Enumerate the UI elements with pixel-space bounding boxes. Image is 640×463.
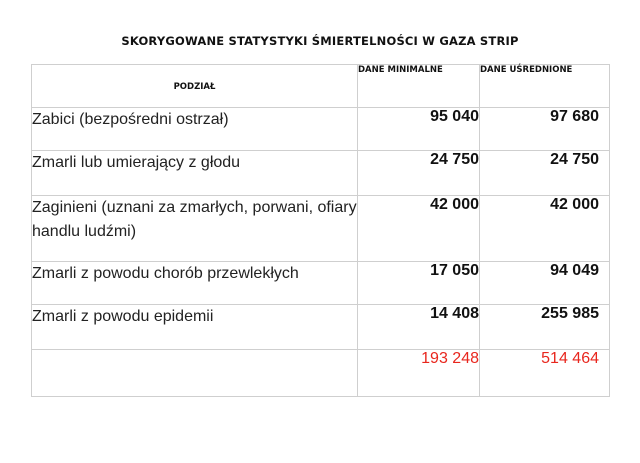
row-avg-value: 24 750 [480,151,610,196]
row-label: Zmarli lub umierający z głodu [32,151,358,196]
row-avg-value: 42 000 [480,196,610,262]
row-min-value: 17 050 [358,262,480,305]
table-row [32,151,610,196]
row-avg-value: 94 049 [480,262,610,305]
row-label: Zmarli z powodu chorób przewlekłych [32,262,358,305]
total-avg-value: 514 464 [480,350,610,397]
header-breakdown: PODZIAŁ [32,65,358,108]
header-minimum-data: DANE MINIMALNE [358,65,480,108]
total-min-value: 193 248 [358,350,480,397]
table-row [32,305,610,350]
row-label: Zmarli z powodu epidemii [32,305,358,350]
row-min-value: 14 408 [358,305,480,350]
table-row [32,108,610,151]
row-label: Zaginieni (uznani za zmarłych, porwani, ofiary handlu ludźmi) [32,196,358,262]
row-avg-value: 97 680 [480,108,610,151]
total-row [32,350,610,397]
table-header-row [32,65,610,108]
row-avg-value: 255 985 [480,305,610,350]
row-min-value: 42 000 [358,196,480,262]
table-row [32,196,610,262]
row-min-value: 24 750 [358,151,480,196]
table-row [32,262,610,305]
total-label [32,350,358,397]
row-min-value: 95 040 [358,108,480,151]
mortality-table [31,64,610,397]
header-average-data: DANE UŚREDNIONE [480,65,610,108]
page-title: SKORYGOWANE STATYSTYKI ŚMIERTELNOŚCI W GAZA STRIP [121,34,519,48]
row-label: Zabici (bezpośredni ostrzał) [32,108,358,151]
